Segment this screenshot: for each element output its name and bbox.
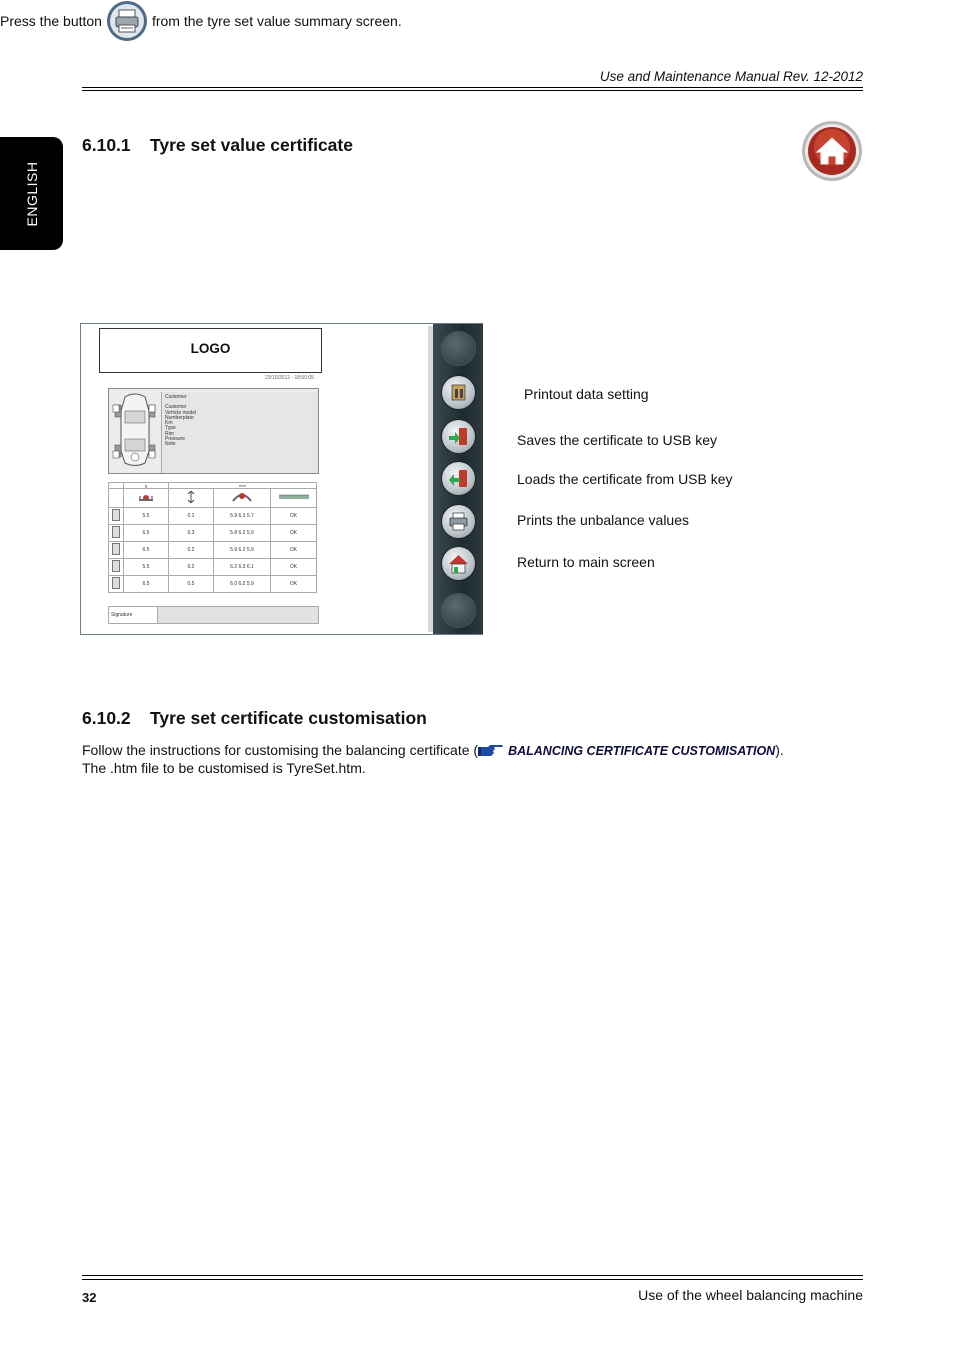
car-diagram-icon [111,391,159,469]
table-row: 5.5 0.1 5.9 6.3 5.7 OK [109,508,317,525]
table-row: 5.5 0.2 6.2 6.3 6.1 OK [109,559,317,576]
table-header-row [109,489,317,508]
section-title: Tyre set certificate customisation [150,708,427,728]
inactive-button-top [442,332,475,365]
section-number: 6.10.1 [82,135,131,155]
wheel-thumb-icon [109,559,124,576]
section-heading-6-10-1 [82,135,353,156]
certificate-date: 23/10/2012 - 18:50:05 [265,375,314,381]
field-label: Numberplate [165,414,194,421]
language-tab [0,137,63,250]
customer-info-box [108,388,319,474]
wheel-thumb-icon [109,508,124,525]
wheel-thumb-icon [109,525,124,542]
table-row: 6.5 0.5 6.0 6.2 5.9 OK [109,576,317,593]
page-number: 32 [82,1290,97,1305]
status-column-icon [271,489,317,508]
printer-icon [106,0,148,42]
customisation-file-note: The .htm file to be customised is TyreSet.htm. [82,760,366,776]
field-label: Note [165,441,176,448]
header-rule-bottom [82,90,863,91]
legend-printout: Printout data setting [524,386,649,402]
balance-values-table [108,482,317,593]
header-title: Use and Maintenance Manual Rev. 12-2012 [599,69,863,84]
field-label: Pressure [165,436,186,443]
footer-rule-bottom [82,1279,863,1280]
language-label: ENGLISH [23,161,40,226]
usb-load-icon[interactable] [442,462,475,495]
return-home-icon[interactable] [442,547,475,580]
signature-box [108,606,319,624]
pointing-hand-icon [478,744,504,760]
legend-print: Prints the unbalance values [517,512,689,528]
field-label: Customer [165,404,187,411]
certificate-logo: LOGO [99,328,322,373]
legend-return: Return to main screen [517,554,655,570]
paragraph-text-after: ). [775,742,784,758]
section-heading-6-10-2 [82,708,427,729]
field-label: Vehicle model [165,409,197,416]
press-instruction [0,0,954,42]
usb-save-icon[interactable] [442,420,475,453]
legend-load-usb: Loads the certificate from USB key [517,471,733,487]
section-number: 6.10.2 [82,708,131,728]
print-button-icon[interactable] [442,505,475,538]
certificate-customisation-link[interactable]: BALANCING CERTIFICATE CUSTOMISATION [508,744,776,758]
press-text-after: from the tyre set value summary screen. [151,13,402,29]
field-label: Rim [165,430,174,437]
customer-fields [161,392,318,473]
tread-column-icon [214,489,271,508]
field-label: Type [165,425,176,432]
paragraph-text-before: Follow the instructions for customising the balancing certificate ( [82,742,479,758]
inactive-button-bottom [442,594,475,627]
side-toolbar [433,324,483,634]
group-header: Customer [165,394,187,400]
legend-save-usb: Saves the certificate to USB key [517,432,717,448]
weight-column-icon [124,489,169,508]
table-row: 6.5 0.3 5.8 6.2 5.9 OK [109,525,317,542]
wheel-thumb-icon [109,542,124,559]
field-label: Km [165,420,173,427]
signature-label: Signature [109,607,158,623]
settings-icon[interactable] [442,376,475,409]
unit-g: g [124,483,169,489]
footer-rule-top [82,1275,863,1276]
unit-mm: mm [169,483,317,489]
home-icon [801,120,863,182]
footer-title: Use of the wheel balancing machine [638,1287,863,1303]
customisation-paragraph [82,742,784,760]
header-rule-top [82,87,863,88]
runout-column-icon [169,489,214,508]
table-row: 6.5 0.2 5.9 6.2 5.9 OK [109,542,317,559]
wheel-thumb-icon [109,576,124,593]
certificate-screen [80,323,483,635]
press-text-before: Press the button [0,13,102,29]
certificate-preview [83,326,428,632]
section-title: Tyre set value certificate [150,135,353,155]
